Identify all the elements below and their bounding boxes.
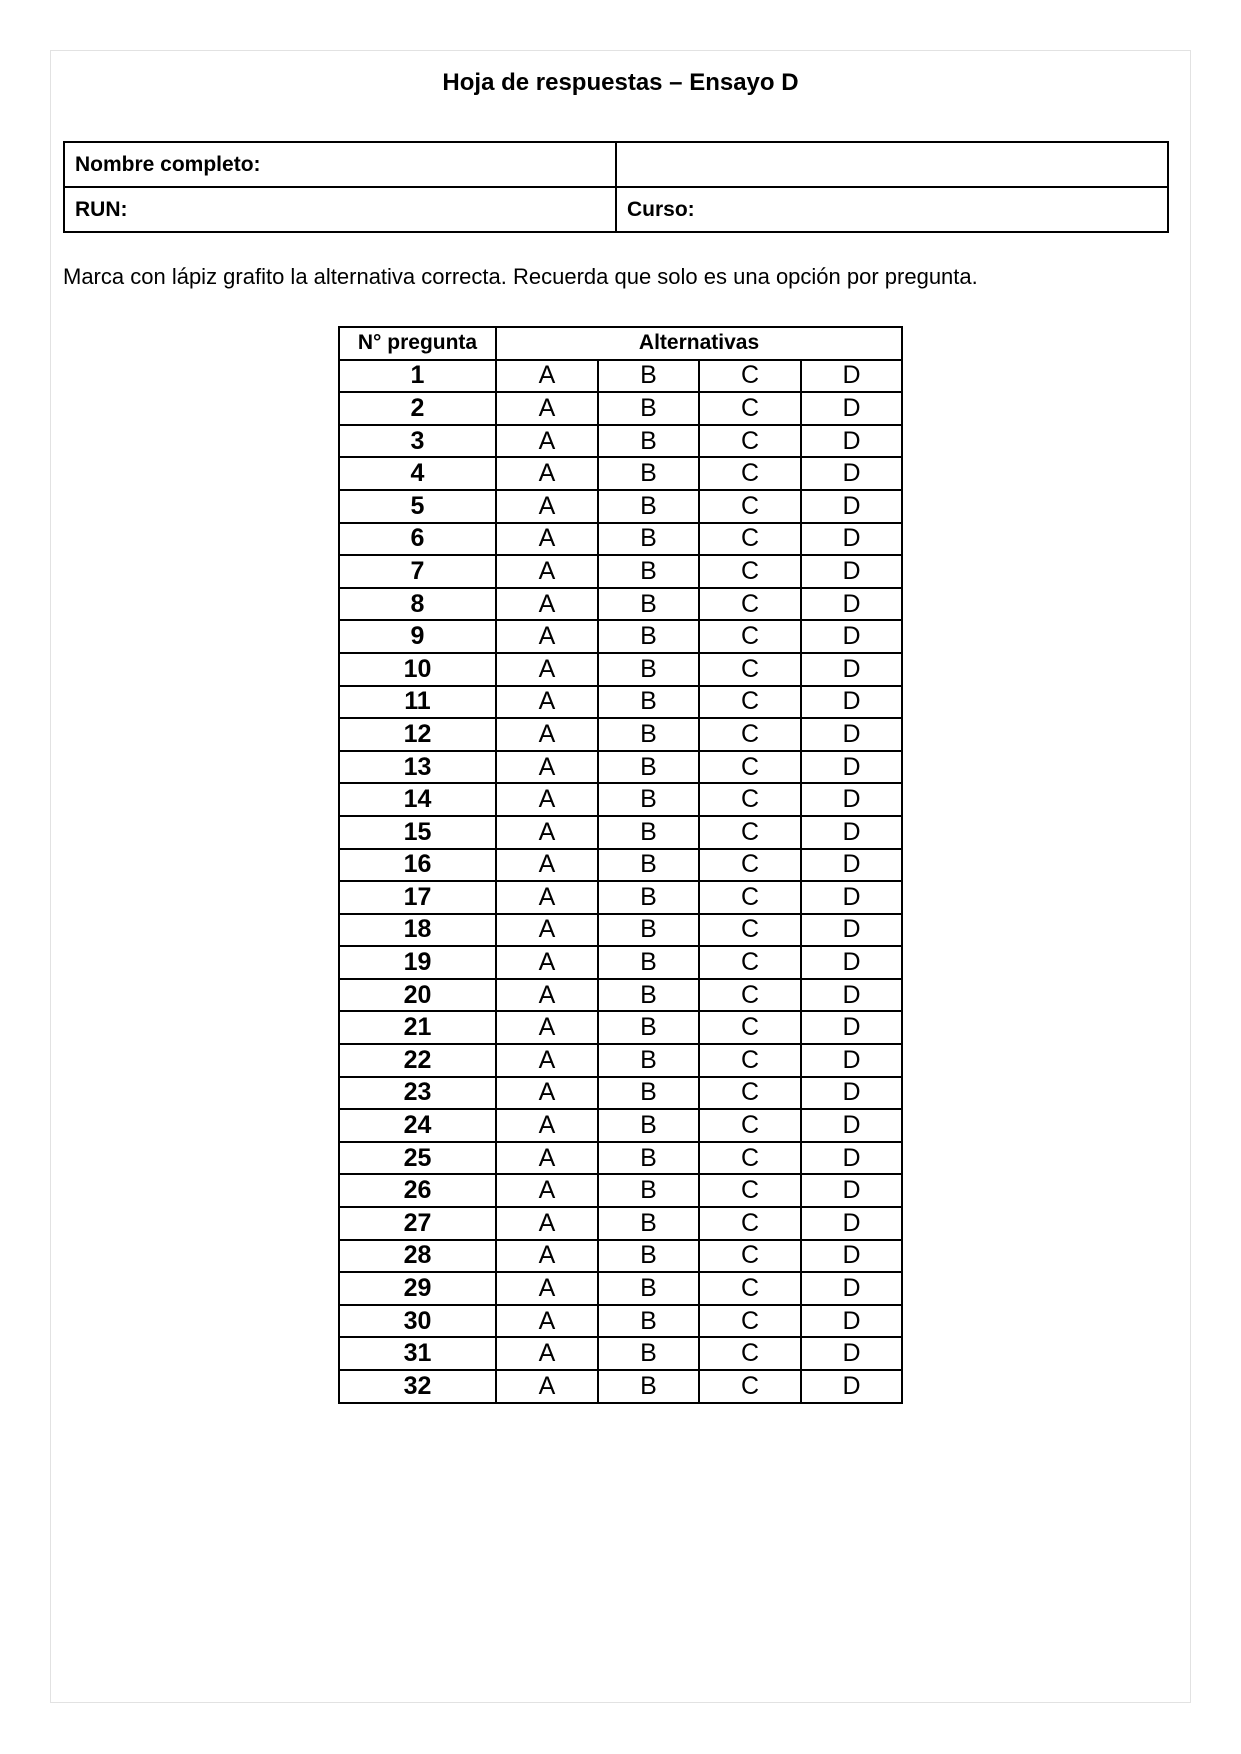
option-cell-b[interactable]: B xyxy=(598,751,699,784)
option-cell-b[interactable]: B xyxy=(598,1011,699,1044)
question-number: 18 xyxy=(339,914,496,947)
option-cell-a[interactable]: A xyxy=(496,718,598,751)
option-cell-a[interactable]: A xyxy=(496,588,598,621)
curso-label-cell[interactable]: Curso: xyxy=(616,187,1168,232)
option-cell-c[interactable]: C xyxy=(699,1207,801,1240)
option-cell-b[interactable]: B xyxy=(598,1174,699,1207)
option-cell-d[interactable]: D xyxy=(801,1370,902,1403)
question-number: 5 xyxy=(339,490,496,523)
answer-row xyxy=(339,849,902,882)
option-cell-d[interactable]: D xyxy=(801,1142,902,1175)
option-cell-b[interactable]: B xyxy=(598,686,699,719)
question-number: 24 xyxy=(339,1109,496,1142)
answer-row xyxy=(339,816,902,849)
answer-row xyxy=(339,1109,902,1142)
option-cell-c[interactable]: C xyxy=(699,588,801,621)
page-title: Hoja de respuestas – Ensayo D xyxy=(442,69,799,96)
option-cell-a[interactable]: A xyxy=(496,1272,598,1305)
question-number: 3 xyxy=(339,425,496,458)
option-cell-d[interactable]: D xyxy=(801,1240,902,1273)
option-cell-b[interactable]: B xyxy=(598,620,699,653)
option-cell-c[interactable]: C xyxy=(699,751,801,784)
question-number: 4 xyxy=(339,457,496,490)
question-number: 10 xyxy=(339,653,496,686)
document-page xyxy=(50,50,1191,1703)
answer-row xyxy=(339,1142,902,1175)
question-number: 15 xyxy=(339,816,496,849)
option-cell-d[interactable]: D xyxy=(801,946,902,979)
option-cell-b[interactable]: B xyxy=(598,1109,699,1142)
option-cell-b[interactable]: B xyxy=(598,946,699,979)
answer-row xyxy=(339,718,902,751)
answer-row xyxy=(339,555,902,588)
option-cell-c[interactable]: C xyxy=(699,360,801,393)
option-cell-d[interactable]: D xyxy=(801,1011,902,1044)
option-cell-d[interactable]: D xyxy=(801,1337,902,1370)
option-cell-b[interactable]: B xyxy=(598,555,699,588)
option-cell-a[interactable]: A xyxy=(496,457,598,490)
option-cell-d[interactable]: D xyxy=(801,392,902,425)
question-number: 14 xyxy=(339,783,496,816)
option-cell-c[interactable]: C xyxy=(699,523,801,556)
question-number: 30 xyxy=(339,1305,496,1338)
option-cell-c[interactable]: C xyxy=(699,1142,801,1175)
option-cell-c[interactable]: C xyxy=(699,457,801,490)
option-cell-b[interactable]: B xyxy=(598,425,699,458)
option-cell-a[interactable]: A xyxy=(496,816,598,849)
option-cell-b[interactable]: B xyxy=(598,392,699,425)
option-cell-b[interactable]: B xyxy=(598,1240,699,1273)
option-cell-c[interactable]: C xyxy=(699,1011,801,1044)
question-number: 23 xyxy=(339,1077,496,1110)
answer-row xyxy=(339,881,902,914)
answer-table-header-row xyxy=(339,327,902,360)
question-number: 9 xyxy=(339,620,496,653)
option-cell-a[interactable]: A xyxy=(496,881,598,914)
answer-row xyxy=(339,1370,902,1403)
option-cell-b[interactable]: B xyxy=(598,1305,699,1338)
question-number: 29 xyxy=(339,1272,496,1305)
option-cell-d[interactable]: D xyxy=(801,457,902,490)
option-cell-d[interactable]: D xyxy=(801,1305,902,1338)
question-number: 11 xyxy=(339,686,496,719)
option-cell-c[interactable]: C xyxy=(699,1109,801,1142)
option-cell-c[interactable]: C xyxy=(699,849,801,882)
option-cell-c[interactable]: C xyxy=(699,1240,801,1273)
option-cell-c[interactable]: C xyxy=(699,620,801,653)
option-cell-b[interactable]: B xyxy=(598,816,699,849)
student-info-table xyxy=(63,141,1169,233)
option-cell-d[interactable]: D xyxy=(801,816,902,849)
option-cell-a[interactable]: A xyxy=(496,783,598,816)
option-cell-b[interactable]: B xyxy=(598,1207,699,1240)
name-row xyxy=(64,142,1168,187)
option-cell-d[interactable]: D xyxy=(801,555,902,588)
question-number: 27 xyxy=(339,1207,496,1240)
option-cell-a[interactable]: A xyxy=(496,1305,598,1338)
option-cell-a[interactable]: A xyxy=(496,1337,598,1370)
answer-table xyxy=(338,326,903,1404)
option-cell-c[interactable]: C xyxy=(699,783,801,816)
option-cell-a[interactable]: A xyxy=(496,1142,598,1175)
question-number: 2 xyxy=(339,392,496,425)
answer-row xyxy=(339,1174,902,1207)
question-number: 28 xyxy=(339,1240,496,1273)
answer-row xyxy=(339,979,902,1012)
answer-row xyxy=(339,686,902,719)
option-cell-c[interactable]: C xyxy=(699,555,801,588)
question-number: 1 xyxy=(339,360,496,393)
answer-row xyxy=(339,523,902,556)
option-cell-d[interactable]: D xyxy=(801,490,902,523)
answer-row xyxy=(339,425,902,458)
question-number: 16 xyxy=(339,849,496,882)
instruction-text: Marca con lápiz grafito la alternativa correcta. Recuerda que solo es una opción por pregunta. xyxy=(63,264,978,289)
option-cell-d[interactable]: D xyxy=(801,914,902,947)
option-cell-b[interactable]: B xyxy=(598,1370,699,1403)
option-cell-b[interactable]: B xyxy=(598,718,699,751)
question-number: 12 xyxy=(339,718,496,751)
answer-row xyxy=(339,653,902,686)
option-cell-b[interactable]: B xyxy=(598,653,699,686)
option-cell-a[interactable]: A xyxy=(496,392,598,425)
option-cell-b[interactable]: B xyxy=(598,1337,699,1370)
option-cell-b[interactable]: B xyxy=(598,914,699,947)
option-cell-c[interactable]: C xyxy=(699,1305,801,1338)
question-number-header: N° pregunta xyxy=(339,327,496,360)
option-cell-b[interactable]: B xyxy=(598,1142,699,1175)
option-cell-a[interactable]: A xyxy=(496,751,598,784)
answer-row xyxy=(339,1305,902,1338)
answer-row xyxy=(339,457,902,490)
question-number: 32 xyxy=(339,1370,496,1403)
answer-row xyxy=(339,1240,902,1273)
option-cell-c[interactable]: C xyxy=(699,718,801,751)
option-cell-c[interactable]: C xyxy=(699,425,801,458)
option-cell-a[interactable]: A xyxy=(496,849,598,882)
option-cell-a[interactable]: A xyxy=(496,490,598,523)
option-cell-a[interactable]: A xyxy=(496,620,598,653)
option-cell-c[interactable]: C xyxy=(699,946,801,979)
option-cell-b[interactable]: B xyxy=(598,360,699,393)
option-cell-b[interactable]: B xyxy=(598,1272,699,1305)
name-label-cell: Nombre completo: xyxy=(64,142,616,187)
option-cell-b[interactable]: B xyxy=(598,490,699,523)
option-cell-a[interactable]: A xyxy=(496,360,598,393)
option-cell-d[interactable]: D xyxy=(801,979,902,1012)
answer-row xyxy=(339,1077,902,1110)
option-cell-d[interactable]: D xyxy=(801,425,902,458)
option-cell-d[interactable]: D xyxy=(801,1044,902,1077)
option-cell-b[interactable]: B xyxy=(598,1077,699,1110)
option-cell-a[interactable]: A xyxy=(496,1370,598,1403)
option-cell-a[interactable]: A xyxy=(496,653,598,686)
option-cell-d[interactable]: D xyxy=(801,881,902,914)
option-cell-c[interactable]: C xyxy=(699,1077,801,1110)
answer-row xyxy=(339,751,902,784)
option-cell-a[interactable]: A xyxy=(496,523,598,556)
option-cell-c[interactable]: C xyxy=(699,686,801,719)
option-cell-d[interactable]: D xyxy=(801,1109,902,1142)
option-cell-a[interactable]: A xyxy=(496,1207,598,1240)
option-cell-a[interactable]: A xyxy=(496,914,598,947)
question-number: 6 xyxy=(339,523,496,556)
answer-row xyxy=(339,620,902,653)
option-cell-c[interactable]: C xyxy=(699,1272,801,1305)
option-cell-a[interactable]: A xyxy=(496,979,598,1012)
option-cell-a[interactable]: A xyxy=(496,1240,598,1273)
option-cell-c[interactable]: C xyxy=(699,392,801,425)
question-number: 31 xyxy=(339,1337,496,1370)
question-number: 22 xyxy=(339,1044,496,1077)
option-cell-a[interactable]: A xyxy=(496,1174,598,1207)
question-number: 8 xyxy=(339,588,496,621)
option-cell-c[interactable]: C xyxy=(699,490,801,523)
alternatives-header: Alternativas xyxy=(496,327,902,360)
answer-row xyxy=(339,392,902,425)
option-cell-a[interactable]: A xyxy=(496,1011,598,1044)
option-cell-a[interactable]: A xyxy=(496,946,598,979)
answer-row xyxy=(339,783,902,816)
answer-row xyxy=(339,490,902,523)
option-cell-d[interactable]: D xyxy=(801,1207,902,1240)
option-cell-a[interactable]: A xyxy=(496,686,598,719)
run-curso-row xyxy=(64,187,1168,232)
option-cell-a[interactable]: A xyxy=(496,1109,598,1142)
question-number: 20 xyxy=(339,979,496,1012)
option-cell-c[interactable]: C xyxy=(699,1337,801,1370)
question-number: 17 xyxy=(339,881,496,914)
option-cell-b[interactable]: B xyxy=(598,881,699,914)
option-cell-b[interactable]: B xyxy=(598,849,699,882)
option-cell-d[interactable]: D xyxy=(801,653,902,686)
option-cell-a[interactable]: A xyxy=(496,555,598,588)
question-number: 13 xyxy=(339,751,496,784)
option-cell-b[interactable]: B xyxy=(598,1044,699,1077)
option-cell-c[interactable]: C xyxy=(699,1044,801,1077)
option-cell-d[interactable]: D xyxy=(801,1272,902,1305)
answer-row xyxy=(339,914,902,947)
answer-row xyxy=(339,1011,902,1044)
question-number: 19 xyxy=(339,946,496,979)
option-cell-c[interactable]: C xyxy=(699,1370,801,1403)
answer-row xyxy=(339,1207,902,1240)
answer-row xyxy=(339,1044,902,1077)
option-cell-d[interactable]: D xyxy=(801,360,902,393)
answer-row xyxy=(339,1272,902,1305)
option-cell-c[interactable]: C xyxy=(699,1174,801,1207)
option-cell-b[interactable]: B xyxy=(598,783,699,816)
option-cell-c[interactable]: C xyxy=(699,881,801,914)
option-cell-c[interactable]: C xyxy=(699,979,801,1012)
option-cell-d[interactable]: D xyxy=(801,783,902,816)
option-cell-d[interactable]: D xyxy=(801,849,902,882)
option-cell-b[interactable]: B xyxy=(598,979,699,1012)
option-cell-a[interactable]: A xyxy=(496,425,598,458)
option-cell-b[interactable]: B xyxy=(598,457,699,490)
question-number: 26 xyxy=(339,1174,496,1207)
option-cell-a[interactable]: A xyxy=(496,1044,598,1077)
option-cell-b[interactable]: B xyxy=(598,523,699,556)
option-cell-c[interactable]: C xyxy=(699,914,801,947)
question-number: 25 xyxy=(339,1142,496,1175)
option-cell-c[interactable]: C xyxy=(699,653,801,686)
option-cell-d[interactable]: D xyxy=(801,588,902,621)
option-cell-c[interactable]: C xyxy=(699,816,801,849)
option-cell-d[interactable]: D xyxy=(801,523,902,556)
name-value-cell[interactable] xyxy=(616,142,1168,187)
option-cell-d[interactable]: D xyxy=(801,751,902,784)
answer-row xyxy=(339,1337,902,1370)
option-cell-d[interactable]: D xyxy=(801,620,902,653)
question-number: 21 xyxy=(339,1011,496,1044)
option-cell-d[interactable]: D xyxy=(801,686,902,719)
answer-row xyxy=(339,946,902,979)
option-cell-d[interactable]: D xyxy=(801,1174,902,1207)
option-cell-d[interactable]: D xyxy=(801,718,902,751)
option-cell-d[interactable]: D xyxy=(801,1077,902,1110)
run-label-cell[interactable]: RUN: xyxy=(64,187,616,232)
option-cell-b[interactable]: B xyxy=(598,588,699,621)
answer-row xyxy=(339,588,902,621)
answer-row xyxy=(339,360,902,393)
option-cell-a[interactable]: A xyxy=(496,1077,598,1110)
question-number: 7 xyxy=(339,555,496,588)
